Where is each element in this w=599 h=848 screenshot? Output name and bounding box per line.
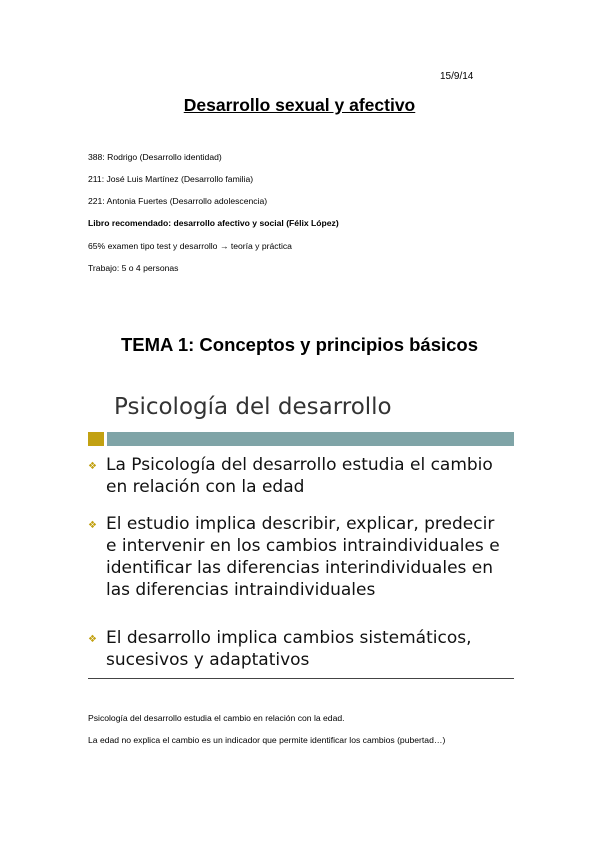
slide-accent-square <box>88 432 104 446</box>
note-line: Psicología del desarrollo estudia el cambio en relación con la edad. <box>88 713 345 723</box>
note-line: La edad no explica el cambio es un indicador que permite identificar los cambios (pubertad…) <box>88 735 446 745</box>
note-line: Libro recomendado: desarrollo afectivo y social (Félix López) <box>88 218 339 228</box>
slide-heading: Psicología del desarrollo <box>114 394 392 420</box>
slide-image <box>88 388 514 680</box>
diamond-bullet-icon: ❖ <box>88 520 97 531</box>
note-line: Trabajo: 5 o 4 personas <box>88 263 179 273</box>
date: 15/9/14 <box>440 71 474 82</box>
note-line: 221: Antonia Fuertes (Desarrollo adolescencia) <box>88 196 268 206</box>
slide-accent-bar <box>107 432 514 446</box>
note-line: 65% examen tipo test y desarrollo → teoría y práctica <box>88 241 292 251</box>
diamond-bullet-icon: ❖ <box>88 461 97 472</box>
bullet-text: El estudio implica describir, explicar, predecir e intervenir en los cambios intraindividuales e identificar las diferencias interindividuales en las diferencias intraindividuales <box>106 514 500 600</box>
document-title: Desarrollo sexual y afectivo <box>183 95 416 115</box>
diamond-bullet-icon: ❖ <box>88 634 97 645</box>
section-title: TEMA 1: Conceptos y principios básicos <box>120 334 479 355</box>
bullet-text: La Psicología del desarrollo estudia el cambio en relación con la edad <box>106 455 493 497</box>
note-line: 388: Rodrigo (Desarrollo identidad) <box>88 152 222 162</box>
bullet-text: El desarrollo implica cambios sistemáticos, sucesivos y adaptativos <box>106 628 472 670</box>
note-line: 211: José Luis Martínez (Desarrollo familia) <box>88 174 254 184</box>
slide-divider <box>88 678 514 679</box>
